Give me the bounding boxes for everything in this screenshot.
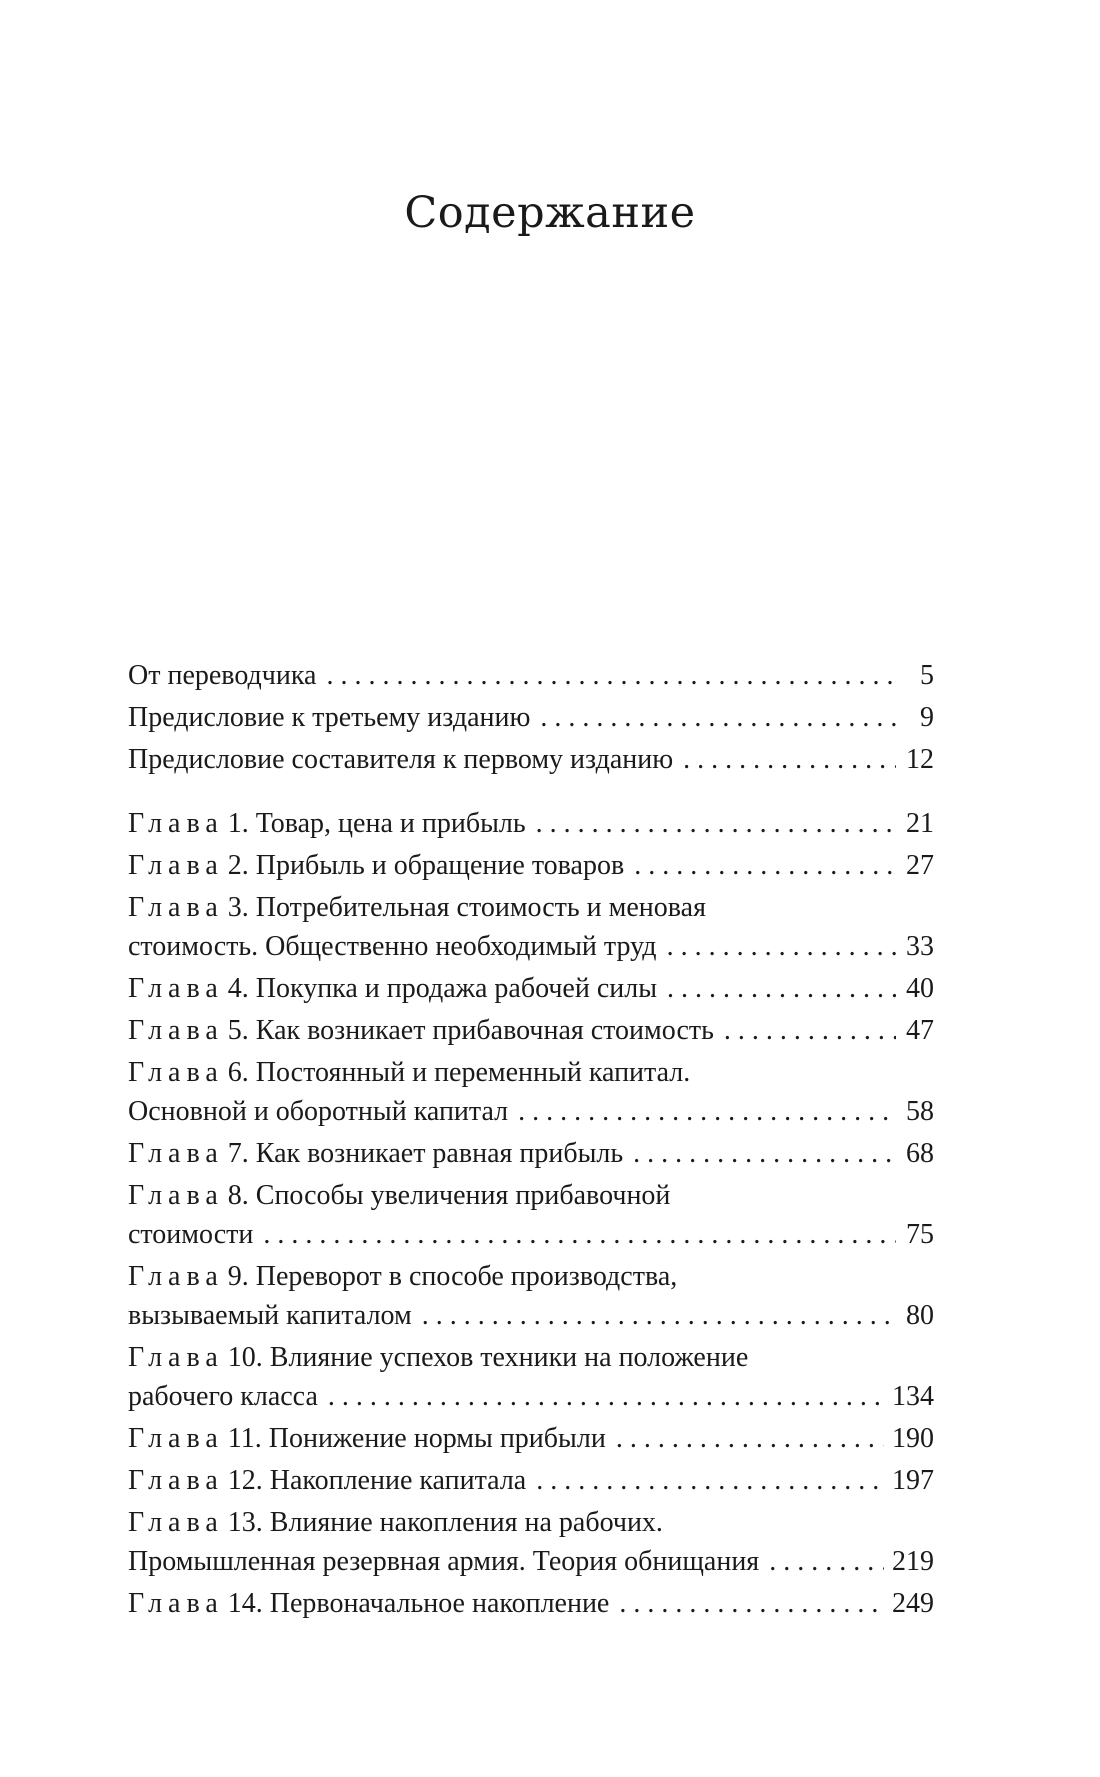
toc-line (128, 1296, 934, 1335)
toc-chapter-entry (128, 1257, 934, 1335)
chapter-number: 10. (227, 1342, 263, 1373)
chapter-label (128, 846, 624, 885)
toc-chapter-entry (128, 1419, 934, 1458)
chapter-word: Глава (128, 1465, 224, 1496)
toc-line (128, 804, 934, 843)
toc-chapter-entry (128, 1176, 934, 1254)
chapter-word: Глава (128, 892, 224, 923)
chapter-title: Понижение нормы прибыли (268, 1423, 606, 1454)
chapter-word: Глава (128, 1057, 224, 1088)
toc-line (128, 1377, 934, 1416)
toc-chapter-entry (128, 1011, 934, 1050)
toc-line (128, 969, 934, 1008)
toc-page-number: 249 (892, 1588, 934, 1619)
chapter-title-continued: Основной и оборотный капитал (128, 1096, 509, 1127)
toc-line (128, 1092, 934, 1131)
chapter-word: Глава (128, 1138, 224, 1169)
dot-leader (536, 1461, 884, 1500)
chapter-title-continued: рабочего класса (128, 1381, 318, 1412)
chapter-title: Переворот в способе производства, (255, 1261, 678, 1292)
toc-page-number: 219 (892, 1546, 934, 1577)
toc-line (128, 1338, 934, 1377)
chapter-word: Глава (128, 1588, 224, 1619)
chapter-title: Потребительная стоимость и меновая (255, 892, 706, 923)
chapter-number: 1. (227, 808, 249, 839)
page-title: Содержание (404, 188, 696, 238)
chapter-number: 6. (227, 1057, 249, 1088)
toc-line (128, 1053, 934, 1092)
chapter-title: Влияние успехов техники на положение (269, 1342, 749, 1373)
toc-page-number: 68 (906, 1138, 934, 1169)
chapter-label (128, 1584, 609, 1623)
toc-page-number: 134 (892, 1381, 934, 1412)
chapter-number: 9. (227, 1261, 249, 1292)
chapter-number: 3. (227, 892, 249, 923)
toc-chapter-entry (128, 804, 934, 843)
chapter-word: Глава (128, 973, 224, 1004)
dot-leader (633, 1134, 896, 1173)
chapter-title: Как возникает равная прибыль (255, 1138, 624, 1169)
toc-line (128, 888, 934, 927)
chapter-word: Глава (128, 1342, 224, 1373)
chapter-number: 11. (227, 1423, 262, 1454)
toc-page-number: 197 (892, 1465, 934, 1496)
toc-page-number: 58 (906, 1096, 934, 1127)
toc-page-number: 33 (906, 931, 934, 962)
chapter-title-continued: Промышленная резервная армия. Теория обнищания (128, 1546, 760, 1577)
toc-page-number: 9 (920, 702, 934, 733)
dot-leader (619, 1584, 884, 1623)
toc-line (128, 656, 934, 695)
dot-leader (518, 1092, 896, 1131)
dot-leader (667, 969, 896, 1008)
toc-page-number: 40 (906, 973, 934, 1004)
toc-entry (128, 740, 934, 779)
toc-entry-title: От переводчика (128, 660, 317, 691)
dot-leader (422, 1296, 896, 1335)
chapter-label (128, 969, 657, 1008)
toc-page-number: 21 (906, 808, 934, 839)
toc-page-number: 47 (906, 1015, 934, 1046)
chapter-title: Влияние накопления на рабочих. (269, 1507, 663, 1538)
chapter-label (128, 804, 526, 843)
chapter-label (128, 1461, 526, 1500)
chapter-number: 14. (227, 1588, 263, 1619)
chapter-title: Как возникает прибавочная стоимость (255, 1015, 714, 1046)
dot-leader (328, 1377, 884, 1416)
dot-leader (540, 698, 896, 737)
toc-line (128, 1011, 934, 1050)
section-gap (128, 782, 934, 804)
toc-chapter-entry (128, 1461, 934, 1500)
toc-chapter-entry (128, 1053, 934, 1131)
toc-page-number: 12 (906, 744, 934, 775)
chapter-label (128, 1419, 606, 1458)
toc-chapter-entry (128, 846, 934, 885)
toc-line (128, 846, 934, 885)
toc-chapter-entry (128, 969, 934, 1008)
chapter-title: Прибыль и обращение товаров (255, 850, 625, 881)
chapter-word: Глава (128, 1015, 224, 1046)
chapter-title: Товар, цена и прибыль (255, 808, 526, 839)
toc-page-number: 80 (906, 1300, 934, 1331)
dot-leader (634, 846, 896, 885)
toc-entry (128, 698, 934, 737)
toc-chapter-entry (128, 888, 934, 966)
chapter-title-continued: вызываемый капиталом (128, 1300, 412, 1331)
chapter-title-continued: стоимости (128, 1219, 254, 1250)
chapter-word: Глава (128, 1423, 224, 1454)
toc-page-number: 190 (892, 1423, 934, 1454)
toc-entry (128, 656, 934, 695)
toc-chapter-entry (128, 1503, 934, 1581)
chapter-word: Глава (128, 808, 224, 839)
chapter-word: Глава (128, 1180, 224, 1211)
toc-page-number: 5 (920, 660, 934, 691)
chapter-number: 12. (227, 1465, 263, 1496)
toc-entry-title: Предисловие к третьему изданию (128, 702, 531, 733)
toc-line (128, 1257, 934, 1296)
dot-leader (683, 740, 896, 779)
chapter-title: Накопление капитала (269, 1465, 527, 1496)
chapter-title: Способы увеличения прибавочной (255, 1180, 671, 1211)
toc-entry-title: Предисловие составителя к первому изданию (128, 744, 674, 775)
toc-page-number: 75 (906, 1219, 934, 1250)
toc-line (128, 1134, 934, 1173)
toc-line (128, 1215, 934, 1254)
table-of-contents (128, 656, 934, 1626)
toc-line (128, 1584, 934, 1623)
chapter-word: Глава (128, 850, 224, 881)
dot-leader (616, 1419, 884, 1458)
chapter-label (128, 1134, 623, 1173)
toc-chapter-entry (128, 1134, 934, 1173)
chapter-number: 8. (227, 1180, 249, 1211)
dot-leader (724, 1011, 896, 1050)
chapter-word: Глава (128, 1507, 224, 1538)
toc-line (128, 1503, 934, 1542)
toc-line (128, 740, 934, 779)
toc-line (128, 698, 934, 737)
chapter-number: 4. (227, 973, 249, 1004)
toc-page-number: 27 (906, 850, 934, 881)
chapter-number: 5. (227, 1015, 249, 1046)
chapter-title: Постоянный и переменный капитал. (255, 1057, 691, 1088)
chapter-number: 7. (227, 1138, 249, 1169)
toc-line (128, 1542, 934, 1581)
chapter-word: Глава (128, 1261, 224, 1292)
toc-line (128, 927, 934, 966)
toc-chapter-entry (128, 1338, 934, 1416)
dot-leader (263, 1215, 896, 1254)
dot-leader (536, 804, 896, 843)
toc-line (128, 1176, 934, 1215)
chapter-title: Первоначальное накопление (269, 1588, 610, 1619)
dot-leader (667, 927, 896, 966)
toc-line (128, 1419, 934, 1458)
chapter-label (128, 1011, 714, 1050)
chapter-number: 2. (227, 850, 249, 881)
chapter-number: 13. (227, 1507, 263, 1538)
toc-line (128, 1461, 934, 1500)
dot-leader (769, 1542, 884, 1581)
chapter-title: Покупка и продажа рабочей силы (255, 973, 658, 1004)
chapter-title-continued: стоимость. Общественно необходимый труд (128, 931, 657, 962)
dot-leader (326, 656, 896, 695)
toc-chapter-entry (128, 1584, 934, 1623)
